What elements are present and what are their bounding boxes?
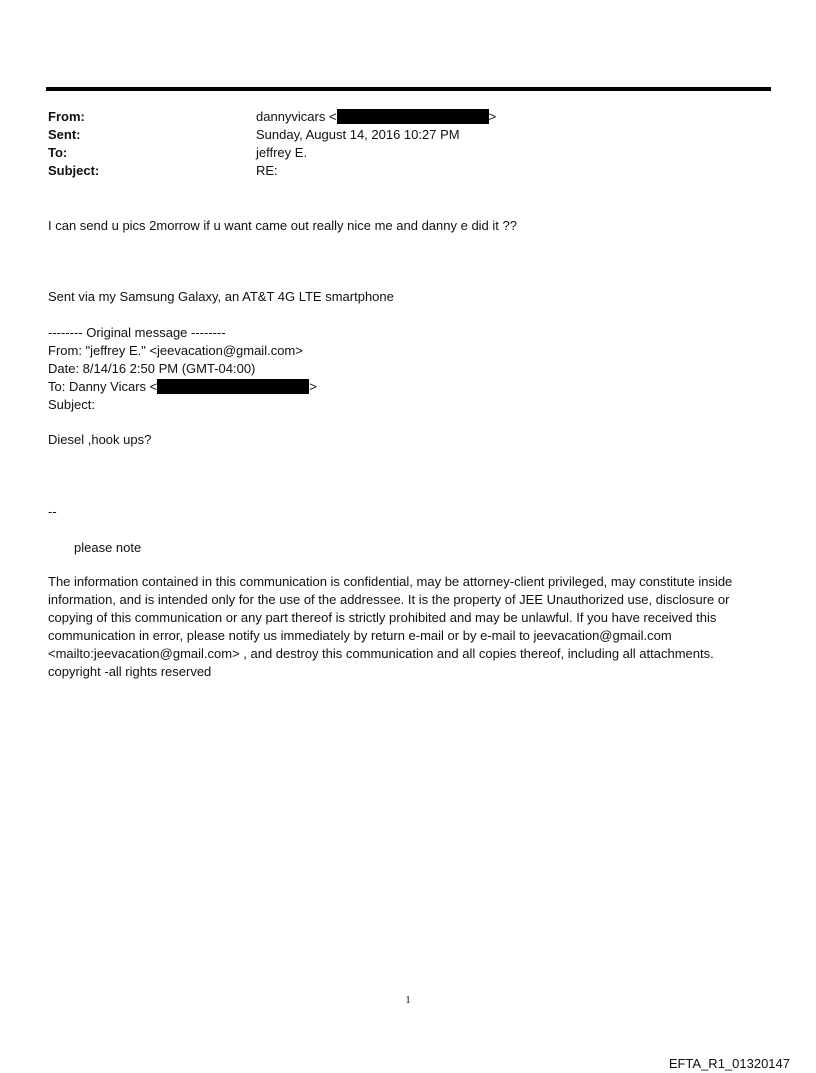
message-body: I can send u pics 2morrow if u want came out really nice me and danny e did it ?? — [48, 218, 517, 233]
signature: Sent via my Samsung Galaxy, an AT&T 4G LTE smartphone — [48, 289, 394, 304]
original-subject: Subject: — [48, 397, 95, 412]
original-to — [48, 378, 317, 396]
from-suffix: > — [488, 109, 497, 124]
original-message: Diesel ,hook ups? — [48, 432, 152, 447]
from-value — [256, 108, 496, 126]
redaction-bar — [337, 109, 489, 124]
document-id: EFTA_R1_01320147 — [668, 1056, 790, 1071]
from-row — [48, 108, 496, 126]
subject-label: Subject: — [48, 163, 100, 178]
from-label: From: — [48, 109, 85, 124]
from-name: dannyvicars < — [256, 109, 337, 124]
footer-note: please note — [74, 540, 142, 555]
subject-row — [48, 162, 496, 180]
page-number: 1 — [405, 994, 411, 1006]
to-label: To: — [48, 145, 68, 160]
header-rule — [46, 87, 771, 91]
subject-value: RE: — [256, 163, 278, 178]
disclaimer: The information contained in this communication is confidential, may be attorney-client privileged, may constitute inside information, and is intended only for the use of the addressee. It is the property of JEE Unauthorized use, disclosure or copying of this communication or any part thereof is strictly prohibited and may be unlawful. If you have received this communication in error, please notify us immediately by return e-mail or by e-mail to jeevacation@gmail.com <mailto:jeevacation@gmail.com> , and destroy this communication and all copies thereof, including all attachments. copyright -all rights reserved — [48, 574, 733, 679]
original-divider: -------- Original message -------- — [48, 325, 226, 340]
original-date: Date: 8/14/16 2:50 PM (GMT-04:00) — [48, 361, 256, 376]
to-row — [48, 144, 496, 162]
sent-row — [48, 126, 496, 144]
sent-value: Sunday, August 14, 2016 10:27 PM — [256, 127, 460, 142]
original-from: From: "jeffrey E." <jeevacation@gmail.com> — [48, 343, 303, 358]
sent-label: Sent: — [48, 127, 81, 142]
footer-separator: -- — [48, 504, 57, 519]
original-to-suffix: > — [309, 379, 317, 394]
redaction-bar — [157, 379, 309, 394]
original-to-text: To: Danny Vicars < — [48, 379, 158, 394]
email-header — [48, 108, 496, 180]
to-value: jeffrey E. — [256, 145, 308, 160]
